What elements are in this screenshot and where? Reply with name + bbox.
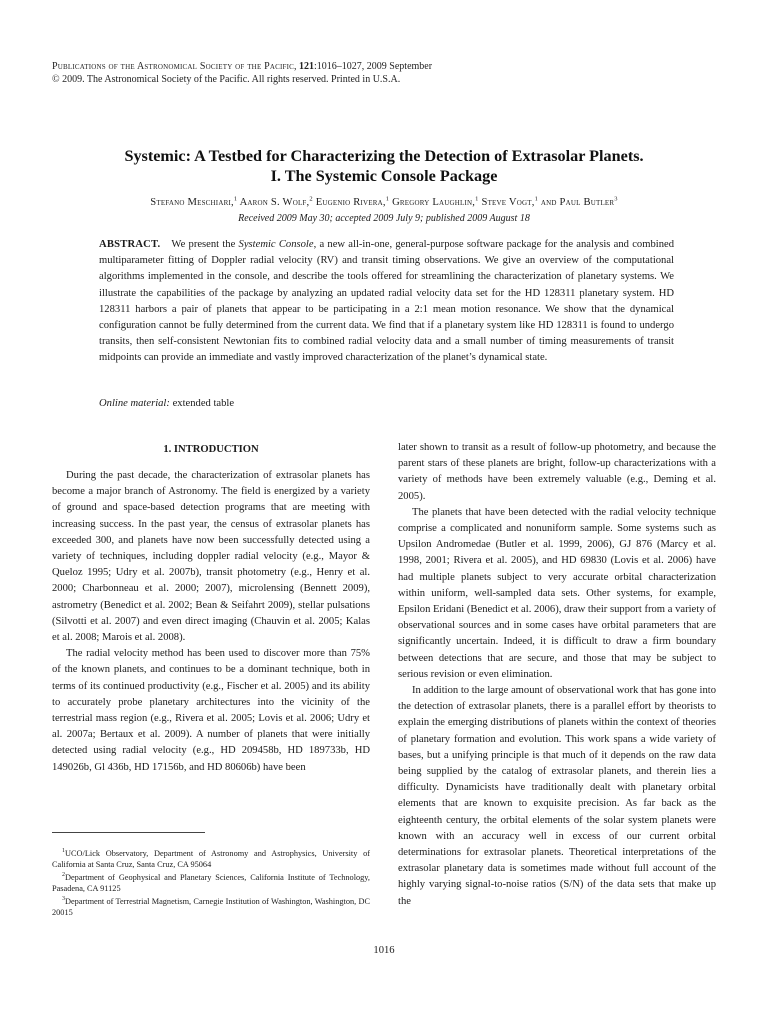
online-material-label: Online material: (99, 398, 170, 409)
footnote-mark: 2 (62, 872, 65, 879)
author-name: Stefano Meschiari, (150, 197, 234, 208)
footnote-mark: 1 (62, 848, 65, 855)
author-name: Eugenio Rivera, (315, 197, 386, 208)
body-paragraph: In addition to the large amount of observational work that has gone into the detection of extrasolar planets, there is a parallel effort by theorists to explain the emerging distributions of planets within the context of theories of planetary formation and evolution. This work spans a wide variety of bases, but a unifying principle is that much of it depends on the raw data being supplied by the catalog of extrasolar planets, and therein lies a difficulty. Dynamicists have traditionally dealt with planetary orbital elements that are known to exquisite precision. As far back as the eighteenth century, the orbital elements of the solar system planets were known with an accuracy well in excess of our current orbital determinations for extrasolar planets. Theoretical interpretations of the extrasolar planetary data is sometimes made without full account of the highly varying signal-to-noise ratios (S/N) of the data sets that make up the (398, 685, 717, 907)
abstract-lead: We present the (171, 239, 236, 250)
title-line-1: Systemic: A Testbed for Characterizing the Detection of Extrasolar Planets. (124, 147, 644, 165)
left-column (52, 440, 370, 776)
article-title (40, 146, 728, 186)
author-affiliation-mark: 1 (534, 195, 539, 203)
abstract-emphasis: Systemic Console (238, 239, 314, 250)
author-affiliation-mark: 1 (385, 195, 390, 203)
right-column (398, 440, 716, 910)
footnote-mark: 3 (62, 895, 65, 902)
footnote-divider (52, 832, 205, 833)
author-name: Steve Vogt, (481, 197, 535, 208)
author-affiliation-mark: 3 (614, 195, 618, 203)
author-affiliation-mark: 1 (475, 195, 479, 203)
author-name: Gregory Laughlin, (392, 197, 476, 208)
journal-pages-date: :1016–1027, 2009 September (314, 61, 433, 72)
footnote-text: Department of Geophysical and Planetary Sciences, California Institute of Technology, Pasadena, CA 91125 (52, 872, 370, 894)
author-name: Aaron S. Wolf, (239, 197, 310, 208)
body-paragraph: later shown to transit as a result of follow-up photometry, and because the parent stars of these planets are bright, follow-up characterizations with a variety of methods have been extremely valuable (e.g., Deming et al. 2005). (398, 442, 716, 502)
body-paragraph: The planets that have been detected with the radial velocity technique comprise a complicated and nonuniform sample. Some systems such as Upsilon Andromedae (Butler et al. 1999, 2006), GJ 876 (Marcy et al. 1998, 2001; Rivera et al. 2005), and HD 69830 (Lovis et al. 2006) have had multiple planets subject to very accurate orbital characterization within uniform, well-sampled data sets. Other systems, for example, Epsilon Eridani (Benedict et al. 2006), draw their support from a variety of observational sources and in some cases have orbital parameters that are significantly uncertain. Indeed, it is difficult to draw a firm boundary between detections that are secure, and those that may be subject to serious revision or even elimination. (398, 506, 716, 680)
title-block (40, 146, 728, 225)
footnote (52, 848, 370, 871)
journal-name: Publications of the Astronomical Society of the Pacific (52, 61, 295, 72)
author-list (40, 196, 728, 210)
abstract (99, 237, 674, 367)
body-paragraph: The radial velocity method has been used to discover more than 75% of the known planets, and continues to be a dominant technique, both in terms of its continued productivity (e.g., Fischer et al. 2005) and its ability to accurately probe planetary architectures into the vicinity of the terrestrial mass region (e.g., Rivera et al. 2005; Lovis et al. 2006; Udry et al. 2007a; Bertaux et al. 2009). A number of planets that were initially detected using radial velocity (e.g., HD 209458b, HD 189733b, HD 149026b, Gl 436b, HD 17156b, and HD 80606b) have been (52, 648, 370, 773)
body-paragraph: During the past decade, the characterization of extrasolar planets has become a major branch of Astronomy. The field is energized by a variety of ground and space-based detection programs that are meeting with increasing success. In the past year, the census of extrasolar planets has exceeded 300, and planets have now been successfully detected using a variety of techniques, including doppler radial velocity (e.g., Mayor & Queloz 1995; Udry et al. 2007b), transit photometry (e.g., Henry et al. 2000; Charbonneau et al. 2000; 2007), microlensing (Bennett 2009), astrometry (Benedict et al. 2002; Bean & Seifahrt 2009), stellar pulsations (Silvotti et al. 2007) and even direct imaging (Chauvin et al. 2005; Kalas et al. 2008; Marois et al. 2008). (52, 470, 370, 644)
journal-volume: 121 (299, 61, 315, 72)
section-heading: 1. INTRODUCTION (163, 444, 259, 455)
author-name: and Paul Butler (540, 197, 615, 208)
abstract-body: , a new all-in-one, general-purpose software package for the analysis and combined multiparameter fitting of Doppler radial velocity (RV) and transit timing observations. We give an overview of the computational algorithms implemented in the console, and describe the tools offered for streamlining the characterization of planetary systems. We illustrate the capabilities of the package by analyzing an updated radial velocity data set for the HD 128311 planetary system. HD 128311 harbors a pair of planets that appear to be participating in a 2:1 mean motion resonance. We show that the dynamical configuration cannot be fully determined from the current data. We find that if a planetary system like HD 128311 is found to undergo transits, then self-consistent Newtonian fits to combined radial velocity data and a small number of timing measurements of transit midpoints can provide an immediate and vastly improved characterization of the planet’s dynamical state. (99, 239, 674, 364)
abstract-heading: ABSTRACT. (99, 239, 161, 250)
journal-header (52, 61, 712, 86)
author-affiliation-mark: 1 (233, 195, 238, 203)
footnotes (52, 848, 370, 919)
online-material-value: extended table (172, 398, 235, 409)
online-material-note (99, 396, 674, 412)
journal-citation: Publications of the Astronomical Society of the Pacific, 121:1016–1027, 2009 September (52, 61, 433, 72)
received-dates: Received 2009 May 30; accepted 2009 July 9; published 2009 August 18 (238, 213, 530, 224)
footnote-text: UCO/Lick Observatory, Department of Astronomy and Astrophysics, University of California at Santa Cruz, Santa Cruz, CA 95064 (52, 849, 370, 870)
footnote (52, 896, 370, 919)
author-affiliation-mark: 2 (309, 195, 313, 203)
footnote-text: Department of Terrestrial Magnetism, Carnegie Institution of Washington, Washington, DC 20015 (52, 896, 370, 918)
title-line-2: I. The Systemic Console Package (270, 167, 498, 185)
copyright-line: © 2009. The Astronomical Society of the Pacific. All rights reserved. Printed in U.S.A. (52, 73, 401, 85)
page-number: 1016 (373, 945, 395, 956)
footnote (52, 872, 370, 895)
